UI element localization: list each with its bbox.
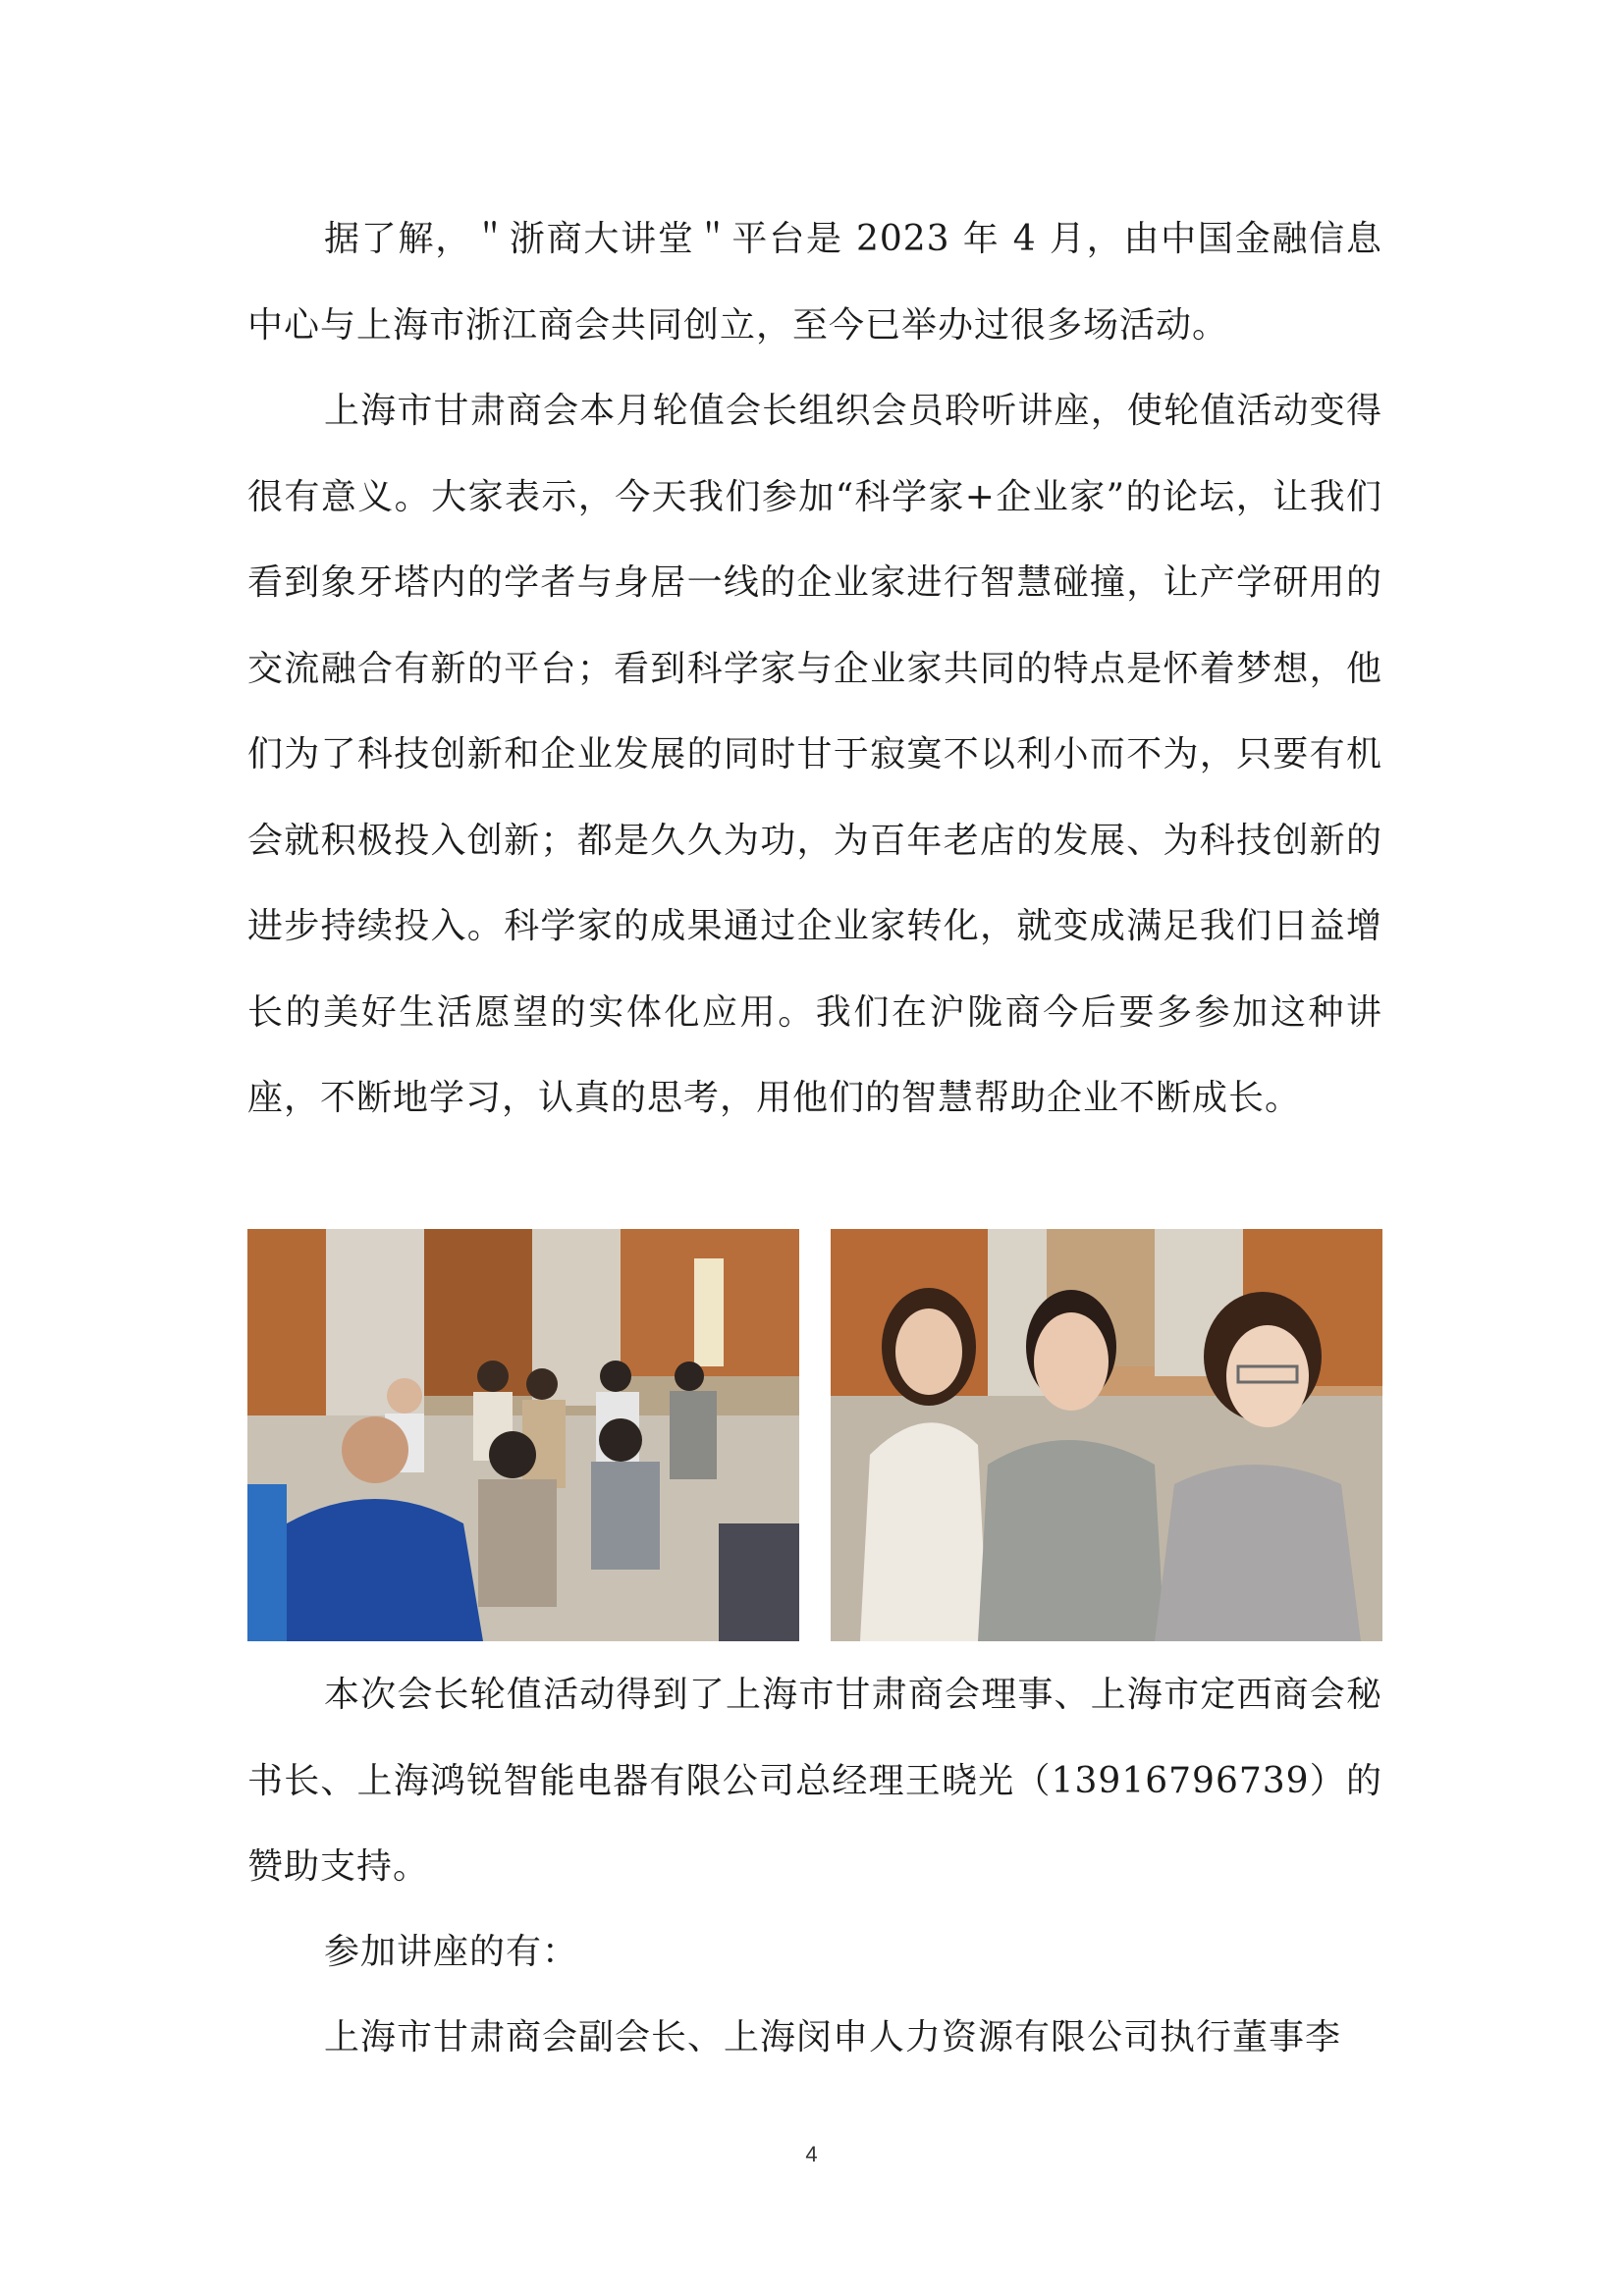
audience-photo (247, 1229, 799, 1641)
paragraph-platform-intro: 据了解，＂浙商大讲堂＂平台是 2023 年 4 月，由中国金融信息中心与上海市浙江商会共同创立，至今已举办过很多场活动。 (247, 219, 1382, 346)
paragraph-attendees-heading: 参加讲座的有： (324, 1932, 579, 1972)
paragraph-forum-feedback: 上海市甘肃商会本月轮值会长组织会员聆听讲座，使轮值活动变得很有意义。大家表示，今天我们参加“科学家+企业家”的论坛，让我们看到象牙塔内的学者与身居一线的企业家进行智慧碰撞，让产学研用的交流融合有新的平台；看到科学家与企业家共同的特点是怀着梦想，他们为了科技创新和企业发展的同时甘于寂寞不以利小而不为，只要有机会就积极投入创新；都是久久为功，为百年老店的发展、为科技创新的进步持续投入。科学家的成果通过企业家转化，就变成满足我们日益增长的美好生活愿望的实体化应用。我们在沪陇商今后要多参加这种讲座，不断地学习，认真的思考，用他们的智慧帮助企业不断成长。 (247, 391, 1382, 1118)
paragraph-attendee-list: 上海市甘肃商会副会长、上海闵申人力资源有限公司执行董事李 (324, 2017, 1342, 2057)
page-number: 4 (805, 2142, 818, 2166)
paragraph-sponsor: 本次会长轮值活动得到了上海市甘肃商会理事、上海市定西商会秘书长、上海鸿锐智能电器有限公司总经理王晓光（13916796739）的赞助支持。 (247, 1675, 1382, 1887)
selfie-photo (831, 1229, 1382, 1641)
